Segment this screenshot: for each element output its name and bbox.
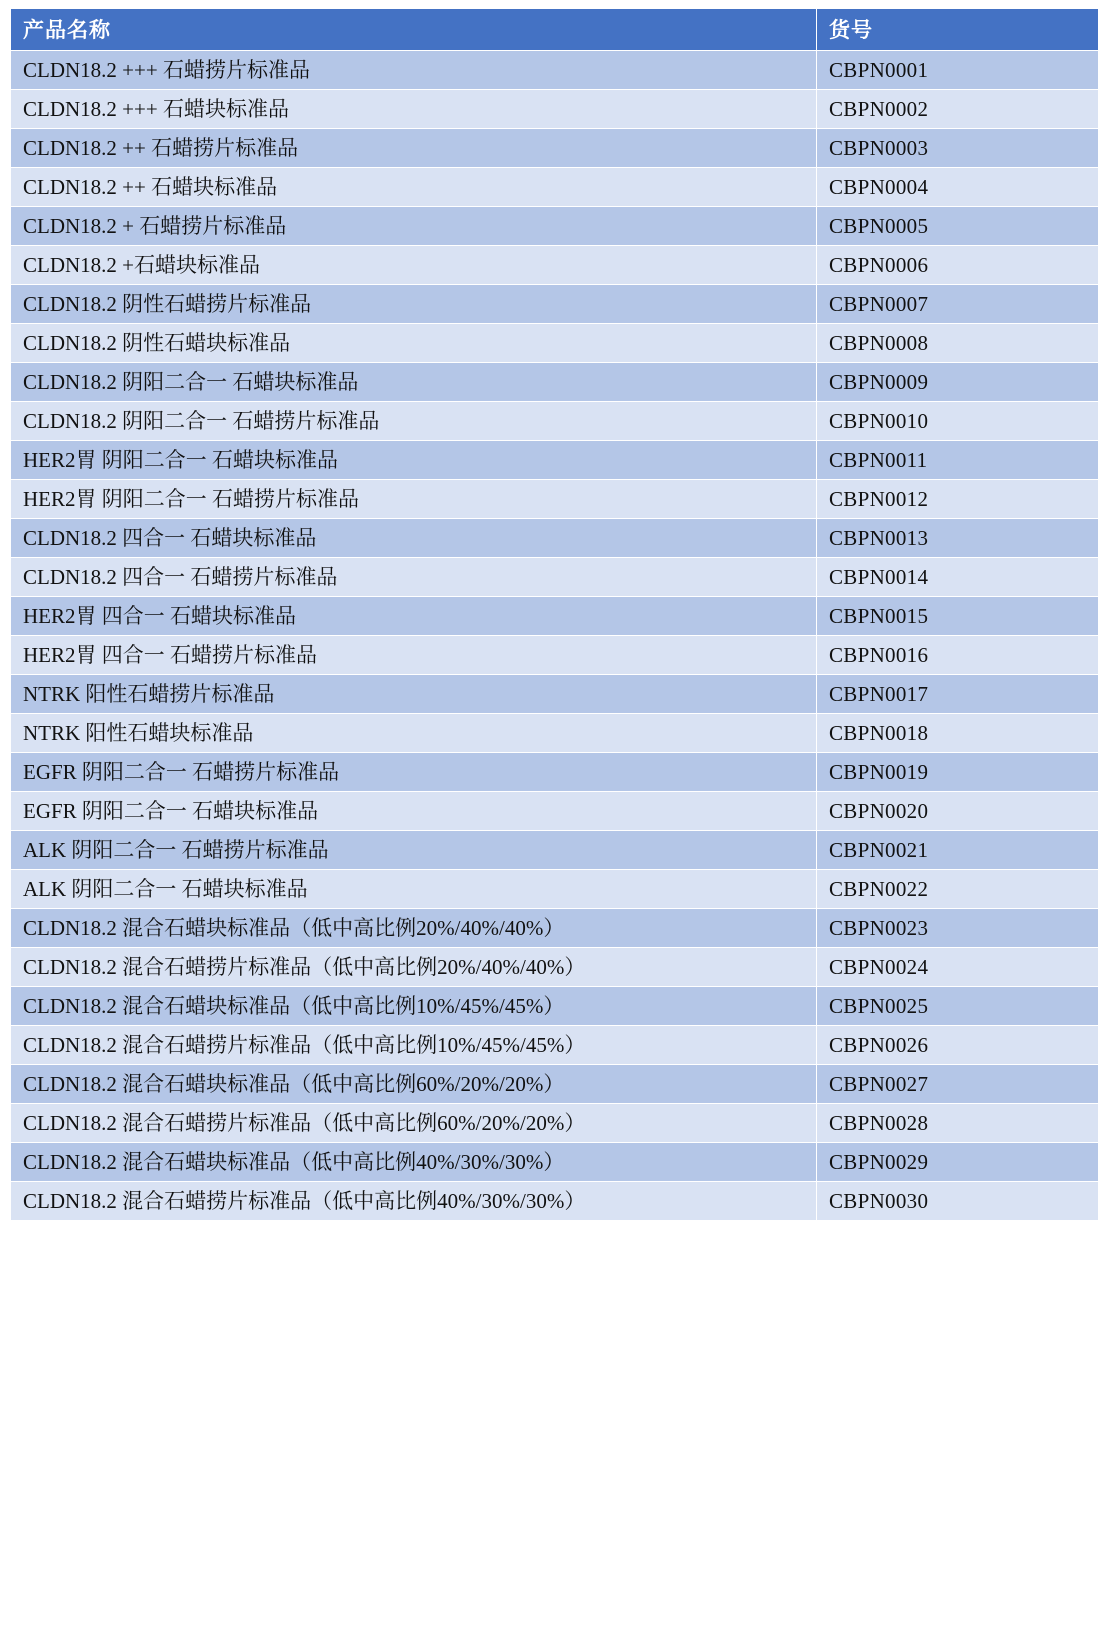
cell-product-code: CBPN0007 bbox=[817, 285, 1099, 324]
cell-product-name: ALK 阴阳二合一 石蜡块标准品 bbox=[11, 870, 817, 909]
table-row bbox=[11, 246, 1099, 285]
cell-product-name: HER2胃 阴阳二合一 石蜡块标准品 bbox=[11, 441, 817, 480]
cell-product-name: CLDN18.2 阴性石蜡捞片标准品 bbox=[11, 285, 817, 324]
cell-product-code: CBPN0001 bbox=[817, 51, 1099, 90]
cell-product-code: CBPN0020 bbox=[817, 792, 1099, 831]
table-row bbox=[11, 1143, 1099, 1182]
table-row bbox=[11, 636, 1099, 675]
table-row bbox=[11, 1026, 1099, 1065]
cell-product-code: CBPN0016 bbox=[817, 636, 1099, 675]
table-row bbox=[11, 363, 1099, 402]
cell-product-code: CBPN0027 bbox=[817, 1065, 1099, 1104]
table-row bbox=[11, 129, 1099, 168]
cell-product-name: CLDN18.2 混合石蜡块标准品（低中高比例40%/30%/30%） bbox=[11, 1143, 817, 1182]
table-row bbox=[11, 675, 1099, 714]
product-standards-table bbox=[10, 8, 1099, 1221]
cell-product-code: CBPN0030 bbox=[817, 1182, 1099, 1221]
table-row bbox=[11, 1104, 1099, 1143]
cell-product-code: CBPN0003 bbox=[817, 129, 1099, 168]
cell-product-name: CLDN18.2 混合石蜡捞片标准品（低中高比例40%/30%/30%） bbox=[11, 1182, 817, 1221]
cell-product-code: CBPN0024 bbox=[817, 948, 1099, 987]
cell-product-code: CBPN0005 bbox=[817, 207, 1099, 246]
cell-product-name: ALK 阴阳二合一 石蜡捞片标准品 bbox=[11, 831, 817, 870]
table-row bbox=[11, 792, 1099, 831]
cell-product-name: CLDN18.2 阴性石蜡块标准品 bbox=[11, 324, 817, 363]
cell-product-code: CBPN0026 bbox=[817, 1026, 1099, 1065]
table-row bbox=[11, 1065, 1099, 1104]
table-row bbox=[11, 870, 1099, 909]
cell-product-code: CBPN0029 bbox=[817, 1143, 1099, 1182]
cell-product-name: CLDN18.2 混合石蜡块标准品（低中高比例60%/20%/20%） bbox=[11, 1065, 817, 1104]
column-header-product-code: 货号 bbox=[817, 9, 1099, 51]
table-row bbox=[11, 948, 1099, 987]
cell-product-name: CLDN18.2 ++ 石蜡块标准品 bbox=[11, 168, 817, 207]
cell-product-code: CBPN0010 bbox=[817, 402, 1099, 441]
cell-product-name: NTRK 阳性石蜡块标准品 bbox=[11, 714, 817, 753]
cell-product-code: CBPN0017 bbox=[817, 675, 1099, 714]
cell-product-name: CLDN18.2 四合一 石蜡捞片标准品 bbox=[11, 558, 817, 597]
cell-product-name: CLDN18.2 混合石蜡块标准品（低中高比例10%/45%/45%） bbox=[11, 987, 817, 1026]
cell-product-name: CLDN18.2 混合石蜡捞片标准品（低中高比例60%/20%/20%） bbox=[11, 1104, 817, 1143]
table-row bbox=[11, 90, 1099, 129]
table-row bbox=[11, 558, 1099, 597]
cell-product-name: CLDN18.2 混合石蜡捞片标准品（低中高比例20%/40%/40%） bbox=[11, 948, 817, 987]
table-row bbox=[11, 831, 1099, 870]
table-row bbox=[11, 714, 1099, 753]
cell-product-name: CLDN18.2 阴阳二合一 石蜡块标准品 bbox=[11, 363, 817, 402]
cell-product-name: NTRK 阳性石蜡捞片标准品 bbox=[11, 675, 817, 714]
cell-product-code: CBPN0006 bbox=[817, 246, 1099, 285]
table-row bbox=[11, 597, 1099, 636]
cell-product-name: CLDN18.2 混合石蜡捞片标准品（低中高比例10%/45%/45%） bbox=[11, 1026, 817, 1065]
table-body bbox=[11, 51, 1099, 1221]
table-row bbox=[11, 519, 1099, 558]
table-row bbox=[11, 909, 1099, 948]
cell-product-code: CBPN0025 bbox=[817, 987, 1099, 1026]
cell-product-name: CLDN18.2 ++ 石蜡捞片标准品 bbox=[11, 129, 817, 168]
cell-product-code: CBPN0008 bbox=[817, 324, 1099, 363]
cell-product-name: CLDN18.2 混合石蜡块标准品（低中高比例20%/40%/40%） bbox=[11, 909, 817, 948]
cell-product-code: CBPN0021 bbox=[817, 831, 1099, 870]
cell-product-name: HER2胃 阴阳二合一 石蜡捞片标准品 bbox=[11, 480, 817, 519]
table-row bbox=[11, 987, 1099, 1026]
cell-product-name: CLDN18.2 +石蜡块标准品 bbox=[11, 246, 817, 285]
cell-product-name: CLDN18.2 +++ 石蜡捞片标准品 bbox=[11, 51, 817, 90]
table-row bbox=[11, 51, 1099, 90]
cell-product-code: CBPN0022 bbox=[817, 870, 1099, 909]
cell-product-code: CBPN0011 bbox=[817, 441, 1099, 480]
table-row bbox=[11, 480, 1099, 519]
table-header bbox=[11, 9, 1099, 51]
table-row bbox=[11, 324, 1099, 363]
cell-product-code: CBPN0004 bbox=[817, 168, 1099, 207]
table-row bbox=[11, 441, 1099, 480]
cell-product-name: CLDN18.2 阴阳二合一 石蜡捞片标准品 bbox=[11, 402, 817, 441]
table-row bbox=[11, 285, 1099, 324]
table-row bbox=[11, 168, 1099, 207]
cell-product-name: CLDN18.2 +++ 石蜡块标准品 bbox=[11, 90, 817, 129]
cell-product-code: CBPN0028 bbox=[817, 1104, 1099, 1143]
cell-product-code: CBPN0019 bbox=[817, 753, 1099, 792]
cell-product-code: CBPN0012 bbox=[817, 480, 1099, 519]
cell-product-code: CBPN0002 bbox=[817, 90, 1099, 129]
cell-product-code: CBPN0018 bbox=[817, 714, 1099, 753]
column-header-product-name: 产品名称 bbox=[11, 9, 817, 51]
cell-product-name: HER2胃 四合一 石蜡块标准品 bbox=[11, 597, 817, 636]
cell-product-code: CBPN0009 bbox=[817, 363, 1099, 402]
cell-product-name: CLDN18.2 + 石蜡捞片标准品 bbox=[11, 207, 817, 246]
cell-product-name: CLDN18.2 四合一 石蜡块标准品 bbox=[11, 519, 817, 558]
cell-product-name: EGFR 阴阳二合一 石蜡块标准品 bbox=[11, 792, 817, 831]
table-row bbox=[11, 402, 1099, 441]
table-header-row bbox=[11, 9, 1099, 51]
table-row bbox=[11, 207, 1099, 246]
table-row bbox=[11, 1182, 1099, 1221]
cell-product-name: EGFR 阴阳二合一 石蜡捞片标准品 bbox=[11, 753, 817, 792]
table-row bbox=[11, 753, 1099, 792]
cell-product-code: CBPN0015 bbox=[817, 597, 1099, 636]
cell-product-code: CBPN0013 bbox=[817, 519, 1099, 558]
cell-product-code: CBPN0023 bbox=[817, 909, 1099, 948]
cell-product-code: CBPN0014 bbox=[817, 558, 1099, 597]
cell-product-name: HER2胃 四合一 石蜡捞片标准品 bbox=[11, 636, 817, 675]
